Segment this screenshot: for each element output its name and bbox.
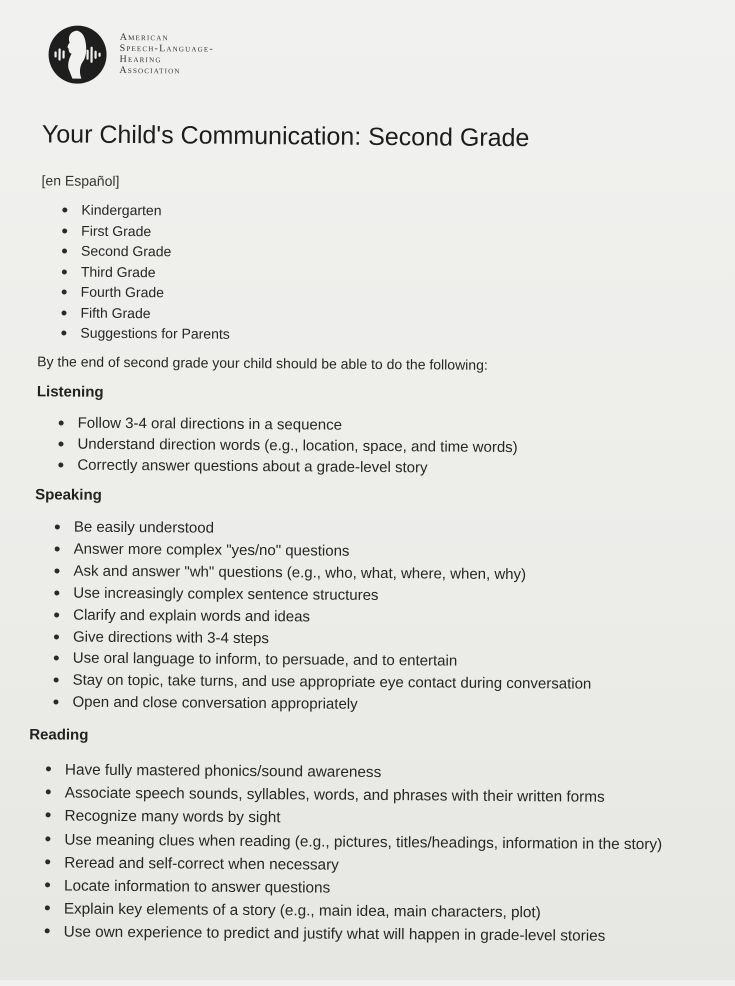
list-item: Be easily understood — [74, 517, 593, 543]
list-item: Follow 3-4 oral directions in a sequence — [78, 413, 518, 437]
list-item: Give directions with 3-4 steps — [73, 626, 592, 652]
list-item: Use increasingly complex sentence structures — [73, 582, 592, 608]
spanish-language-link[interactable]: [en Español] — [42, 172, 120, 189]
listening-heading: Listening — [37, 383, 104, 401]
list-item: Have fully mastered phonics/sound awareness — [65, 759, 663, 787]
list-item: Understand direction words (e.g., location, space, and time words) — [77, 434, 517, 458]
list-item: Locate information to answer questions — [64, 875, 662, 903]
org-name-line: Association — [119, 65, 213, 77]
intro-text: By the end of second grade your child should be able to do the following: — [37, 353, 488, 373]
list-item: Associate speech sounds, syllables, words, and phrases with their written forms — [65, 782, 663, 810]
org-name-line: Speech-Language- — [120, 43, 214, 55]
list-item: Reread and self-correct when necessary — [64, 851, 662, 879]
list-item: Ask and answer "wh" questions (e.g., who, what, where, when, why) — [73, 560, 592, 586]
list-item: Correctly answer questions about a grade-level story — [77, 455, 517, 479]
list-item: Explain key elements of a story (e.g., main idea, main characters, plot) — [64, 898, 662, 926]
asha-profile-icon — [47, 24, 107, 84]
grade-links-list — [80, 200, 231, 345]
list-item: Answer more complex "yes/no" questions — [74, 539, 593, 565]
list-item: Use own experience to predict and justify what will happen in grade-level stories — [64, 921, 662, 949]
page-title: Your Child's Communication: Second Grade — [42, 120, 530, 153]
list-item: Recognize many words by sight — [64, 805, 662, 833]
grade-link-first-grade[interactable]: First Grade — [81, 220, 231, 242]
reading-list — [64, 759, 663, 949]
suggestions-for-parents-link[interactable]: Suggestions for Parents — [80, 323, 230, 345]
grade-link-fourth-grade[interactable]: Fourth Grade — [81, 282, 231, 304]
grade-link-fifth-grade[interactable]: Fifth Grade — [80, 302, 230, 324]
listening-list — [77, 413, 518, 479]
list-item: Use oral language to inform, to persuade, and to entertain — [73, 648, 592, 674]
speaking-heading: Speaking — [35, 486, 102, 504]
grade-link-third-grade[interactable]: Third Grade — [81, 261, 231, 283]
speaking-list — [72, 517, 592, 718]
list-item: Open and close conversation appropriately — [72, 692, 591, 718]
org-name-line: American — [120, 32, 214, 44]
reading-heading: Reading — [29, 726, 88, 743]
list-item: Use meaning clues when reading (e.g., pictures, titles/headings, information in the story) — [64, 828, 662, 856]
list-item: Clarify and explain words and ideas — [73, 604, 592, 630]
grade-link-second-grade[interactable]: Second Grade — [81, 241, 231, 263]
org-name-line: Hearing — [119, 54, 213, 66]
grade-link-kindergarten[interactable]: Kindergarten — [81, 200, 231, 222]
list-item: Stay on topic, take turns, and use appropriate eye contact during conversation — [73, 670, 592, 696]
org-name — [119, 32, 214, 77]
